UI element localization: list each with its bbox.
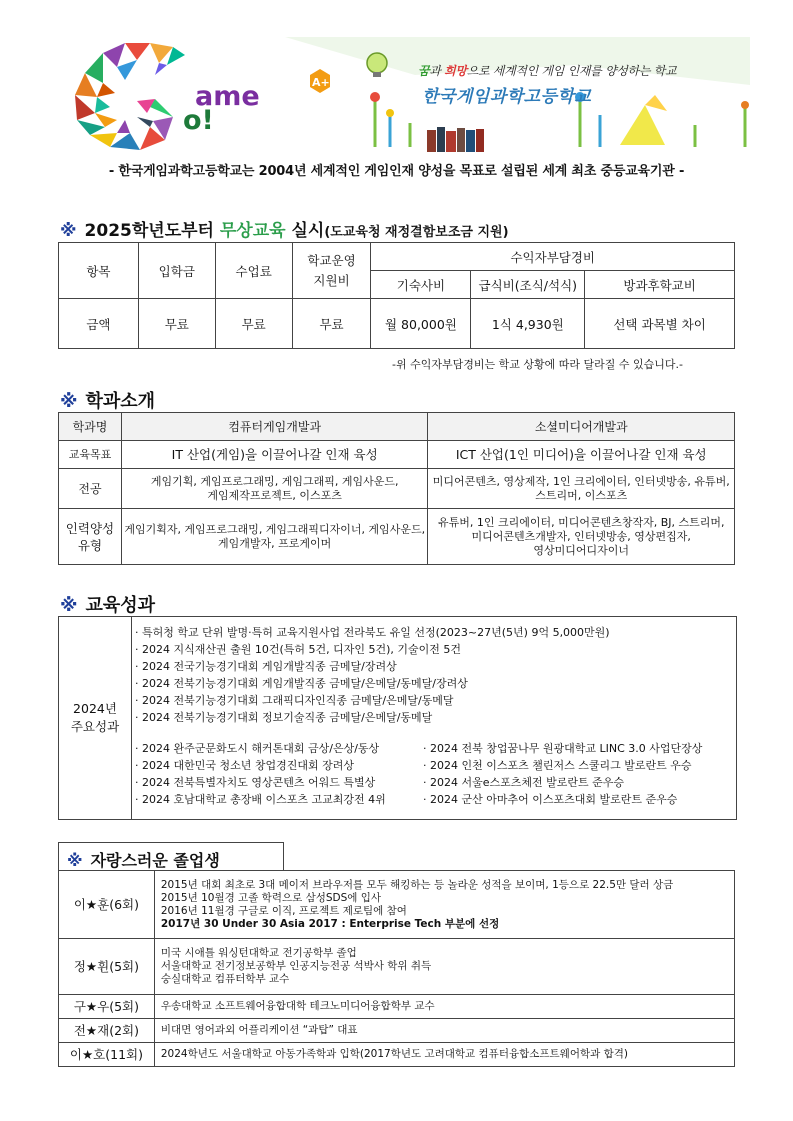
dept-section-title [60,387,155,413]
dept-media-major-line1: 미디어콘텐츠, 영상제작, 1인 크리에이터, 인터넷방송, 유튜버, [432,474,730,488]
achievement-list-left [135,740,386,808]
dept-media-career-line1: 유튜버, 1인 크리에이터, 미디어콘텐츠창작자, BJ, 스트리머, [437,515,725,529]
dept-game-career [121,509,428,565]
game-logo-graphic [75,43,185,150]
fee-header-operation [292,243,371,299]
fee-tuition-value: 무료 [215,299,292,349]
fee-dorm-value: 월 80,000원 [371,299,471,349]
graduate-detail-line: 숭실대학교 컴퓨터학부 교수 [160,973,290,985]
dept-header-name: 학과명 [59,413,122,441]
achievement-item: · 2024 전북특별자치도 영상콘텐츠 어워드 특별상 [135,776,376,789]
achievement-title-text: 교육성과 [85,595,156,616]
fee-table [58,242,735,349]
achievement-list-right [423,740,702,808]
dept-media-goal: ICT 산업(1인 미디어)을 이끌어나갈 인재 육성 [428,441,735,469]
dept-media-major-line2: 스트리머, 이스포츠 [535,488,628,502]
graduate-detail-line: 미국 시애틀 워싱턴대학교 전기공학부 졸업 [160,947,357,959]
fee-admission-value: 무료 [138,299,215,349]
achievement-item: · 2024 인천 이스포츠 챌린저스 스쿨리그 발로란트 우승 [423,759,692,772]
reference-mark-icon: ※ [67,851,83,870]
lightbulb-icon [367,53,387,77]
dept-game-major [121,469,428,509]
achievement-list-full [135,624,610,726]
achievement-item: · 2024 전북기능경기대회 게임개발직종 금메달/은메달/동메달/장려상 [135,677,468,690]
achievement-item: · 2024 대한민국 청소년 창업경진대회 장려상 [135,759,354,772]
graduate-name: 구★우(5회) [59,995,155,1019]
graduates-table [58,870,735,1067]
fee-note: -위 수익자부담경비는 학교 상황에 따라 달라질 수 있습니다.- [392,358,683,371]
school-name: 한국게임과학고등학교 [422,87,592,107]
school-tagline: - 한국게임과학고등학교는 2004년 세계적인 게임인재 양성을 목표로 설립된 세계 최초 중등교육기관 - [108,164,685,179]
logo-text-o: o! [183,105,214,136]
graduate-name: 전★재(2회) [59,1019,155,1043]
fee-header-tuition: 수업료 [215,243,292,299]
achievement-section-title [60,591,155,617]
fee-row-label: 금액 [59,299,139,349]
graduate-detail-highlight: 2017년 30 Under 30 Asia 2017 : Enterprise Tech 부분에 선정 [160,917,500,930]
header-slogan [418,62,676,79]
books-graphic [427,127,484,152]
fee-header-admission: 입학금 [138,243,215,299]
dept-game-major-line1: 게임기획, 게임프로그래밍, 게임그래픽, 게임사운드, [150,474,399,488]
slogan-hope: 희망 [444,64,467,78]
reference-mark-icon: ※ [60,595,78,616]
dept-row-major-label: 전공 [59,469,122,509]
graduates-title-box [58,842,284,871]
graduate-name: 이★호(11회) [59,1043,155,1067]
achievement-item: · 2024 군산 아마추어 이스포츠대회 발로란트 준우승 [423,793,678,806]
dept-media-career-line2: 미디어콘텐츠개발자, 인터넷방송, 영상편집자, [471,529,691,543]
dept-game-career-line1: 게임기획자, 게임프로그래밍, 게임그래픽디자이너, 게임사운드, [124,522,426,536]
achievement-item: · 2024 전북기능경기대회 정보기술직종 금메달/은메달/동메달 [135,711,433,724]
achievement-item: · 2024 서울e스포츠체전 발로란트 준우승 [423,776,625,789]
fee-header-afterschool: 방과후학교비 [585,271,735,299]
achievement-item: · 2024 완주군문화도시 해커톤대회 금상/은상/동상 [135,742,380,755]
reference-mark-icon: ※ [60,391,78,412]
logo-text-ame: ame [195,81,260,112]
dept-game-major-line2: 게임제작프로젝트, 이스포츠 [207,488,342,502]
fee-header-dorm: 기숙사비 [371,271,471,299]
graduate-detail-line: 2024학년도 서울대학교 아동가족학과 입학(2017학년도 고려대학교 컴퓨터융합소프트웨어학과 합격) [154,1043,734,1067]
fee-header-meal: 급식비(조식/석식) [471,271,585,299]
dept-game-goal: IT 산업(게임)을 이끌어나갈 인재 육성 [121,441,428,469]
achievement-item: · 2024 지식재산권 출원 10건(특허 5건, 디자인 5건), 기술이전 5건 [135,643,462,656]
graduate-detail-line: 서울대학교 전기정보공학부 인공지능전공 석박사 학위 취득 [160,960,432,972]
fee-header-operation-line1: 학교운영 [307,252,356,268]
achievement-item: · 2024 전북기능경기대회 그래픽디자인직종 금메달/은메달/동메달 [135,694,454,707]
dept-career-label-line1: 인력양성 [65,520,115,536]
dept-header-game: 컴퓨터게임개발과 [121,413,428,441]
achievement-label: 주요성과 [70,719,120,734]
fee-header-operation-line2: 지원비 [313,272,350,288]
dept-row-career-label [59,509,122,565]
graduate-detail-line: 2016년 11월경 구글로 이직, 프로젝트 제로팀에 참여 [160,904,407,917]
slogan-rest: 으로 세계적인 게임 인재를 양성하는 학교 [466,64,677,78]
graduate-details [154,871,734,939]
reference-mark-icon: ※ [60,221,77,241]
dept-header-media: 소셜미디어개발과 [428,413,735,441]
achievement-year-cell [59,617,132,819]
slogan-dream: 꿈 [418,64,430,78]
graduate-details [154,939,734,995]
graduate-detail-line: 2015년 대회 최초로 3대 메이저 브라우저를 모두 해킹하는 등 놀라운 성적을 보이며, 1등으로 22.5만 달러 상금 [160,878,674,891]
achievement-item: · 특허청 학교 단위 발명·특허 교육지원사업 전라북도 유일 선정(2023~27년(5년) 9억 5,000만원) [135,626,610,639]
fee-title-part-b: 실시 [285,221,325,241]
achievement-item: · 2024 호남대학교 총장배 이스포츠 고교최강전 4위 [135,793,386,806]
fee-section-title [60,216,509,241]
dept-media-career-line3: 영상미디어디자이너 [533,543,630,557]
fee-title-highlight: 무상교육 [219,221,286,241]
graduate-detail-line: 우송대학교 소프트웨어융합대학 테크노미디어융합학부 교수 [154,995,734,1019]
fee-header-item: 항목 [59,243,139,299]
dept-title-text: 학과소개 [85,391,156,412]
fee-title-part-a: 2025학년도부터 [84,221,220,241]
achievement-box [58,616,737,820]
graduate-detail-line: 비대면 영어과외 어플리케이션 “과탑” 대표 [154,1019,734,1043]
logo-badge-text: A+ [312,76,330,89]
achievement-item: · 2024 전북 창업꿈나무 원광대학교 LINC 3.0 사업단장상 [423,742,703,755]
slogan-and: 과 [429,64,445,78]
achievement-year: 2024년 [73,701,117,716]
fee-operation-value: 무료 [292,299,371,349]
fee-afterschool-value: 선택 과목별 차이 [585,299,735,349]
fee-meal-value: 1식 4,930원 [471,299,585,349]
dept-media-major [428,469,735,509]
graduate-name: 정★휜(5회) [59,939,155,995]
dept-media-career [428,509,735,565]
achievement-item: · 2024 전국기능경기대회 게임개발직종 금메달/장려상 [135,660,397,673]
fee-title-subtitle: (도교육청 재정결함보조금 지원) [324,225,509,240]
graduates-section-title [67,848,220,871]
school-banner [55,35,750,155]
graduates-title-text: 자랑스러운 졸업생 [90,851,220,870]
graduate-name: 이★훈(6회) [59,871,155,939]
dept-table [58,412,735,565]
fee-header-beneficiary: 수익자부담경비 [371,243,735,271]
dept-row-goal-label: 교육목표 [59,441,122,469]
dept-game-career-line2: 게임개발자, 프로게이머 [218,536,332,550]
graduate-detail-line: 2015년 10월경 고졸 학력으로 삼성SDS에 입사 [160,891,382,904]
dept-career-label-line2: 유형 [77,537,103,553]
